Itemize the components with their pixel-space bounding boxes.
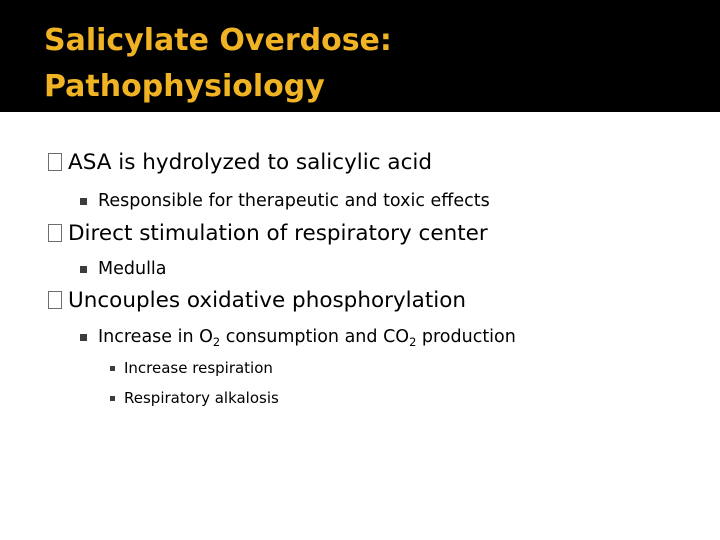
bullet-level3 [110, 357, 273, 379]
bullet-text: ASA is hydrolyzed to salicylic acid [68, 149, 433, 175]
bullet-level2 [80, 189, 490, 213]
empty-box-glyph-icon [48, 291, 62, 309]
bullet-text: Direct stimulation of respiratory center [68, 220, 488, 246]
bullet-text: Increase respiration [124, 359, 273, 377]
subscript: 2 [212, 334, 221, 349]
title-line-2: Pathophysiology [44, 69, 325, 104]
bullet-text: Respiratory alkalosis [124, 389, 279, 407]
bullet-level2 [80, 325, 516, 349]
empty-box-glyph-icon [48, 153, 62, 171]
bullet-text: Responsible for therapeutic and toxic effects [98, 191, 490, 211]
small-square-bullet-icon [110, 396, 115, 401]
bullet-level3 [110, 387, 279, 409]
bullet-text: Medulla [98, 259, 167, 279]
bullet-level1 [48, 147, 432, 177]
text-fragment: production [416, 327, 516, 347]
bullet-level1 [48, 285, 466, 315]
square-bullet-icon [80, 266, 87, 273]
small-square-bullet-icon [110, 366, 115, 371]
text-fragment: consumption and CO [220, 327, 410, 347]
subscript: 2 [409, 334, 417, 349]
square-bullet-icon [80, 334, 87, 341]
text-fragment: Increase in O [98, 327, 213, 347]
empty-box-glyph-icon [48, 224, 62, 242]
bullet-text: Uncouples oxidative phosphorylation [68, 287, 467, 313]
bullet-level2 [80, 257, 167, 281]
square-bullet-icon [80, 198, 87, 205]
bullet-text [98, 327, 516, 347]
title-line-1: Salicylate Overdose: [44, 23, 392, 58]
bullet-level1 [48, 218, 488, 248]
